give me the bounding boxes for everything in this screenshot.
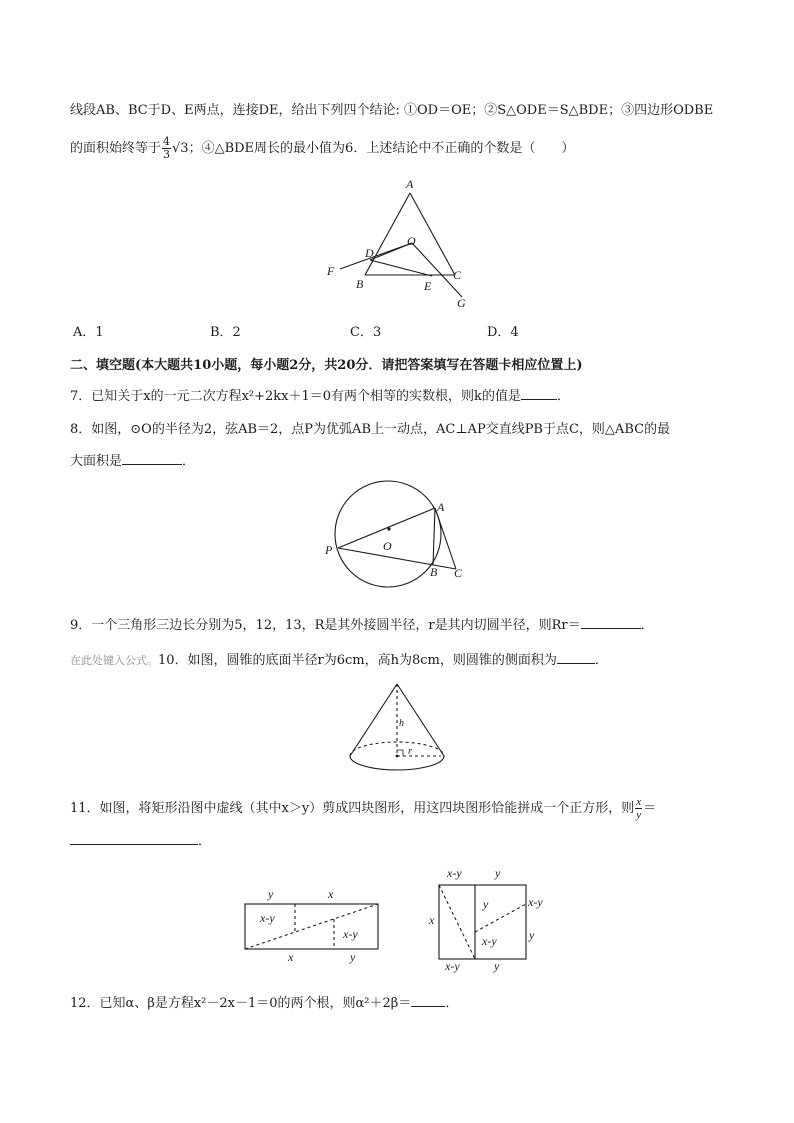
- q6-frac-num: 4: [163, 135, 171, 148]
- q6-line2-pre: 的面积始终等于: [70, 141, 162, 156]
- q11-equals: ＝: [643, 801, 657, 816]
- q11-fig1-top-y: y: [268, 887, 274, 901]
- q12-blank: [411, 994, 445, 1007]
- q11-line2: ．: [70, 832, 211, 852]
- q7-blank: [521, 387, 557, 400]
- q10-line: 在此处键入公式。10．如图，圆锥的底面半径r为6cm，高h为8cm，则圆锥的侧面积为 ．: [70, 653, 608, 668]
- q6-line2: [70, 136, 574, 161]
- q6-frac-den: 3: [163, 148, 171, 161]
- q10-formula-placeholder: 在此处键入公式。: [70, 654, 158, 667]
- q6-option-a: A．1: [73, 325, 104, 340]
- q11-square-figure: [425, 862, 555, 977]
- q8-label-p: P: [325, 543, 333, 557]
- q6-label-d: D: [365, 246, 374, 260]
- q12-line: 12．已知α、β是方程x²－2x－1＝0的两个根，则α²＋2β＝ ．: [70, 996, 459, 1011]
- q11-fig2-top-y: y: [495, 866, 501, 880]
- q12-text: 12．已知α、β是方程x²－2x－1＝0的两个根，则α²＋2β＝: [70, 996, 412, 1011]
- q8-line2-text: 大面积是: [70, 454, 123, 469]
- q9-blank: [581, 616, 641, 629]
- q11-fig1-bottom-y: y: [350, 950, 356, 964]
- q11-fig1-top-x: x: [328, 887, 334, 901]
- q11-blank: [70, 832, 198, 845]
- q8-label-o: O: [383, 539, 392, 553]
- q9-text: 9．一个三角形三边长分别为5，12，13，R是其外接圆半径，r是其内切圆半径，则Rr＝: [70, 618, 581, 633]
- q11-fig2-top-xy: x-y: [447, 866, 462, 880]
- q6-option-c: C．3: [350, 325, 382, 340]
- q6-label-b: B: [356, 277, 364, 291]
- q10-label-r: r: [408, 746, 412, 757]
- q8-line2: 大面积是 ．: [70, 454, 196, 469]
- q10-text: 10．如图，圆锥的底面半径r为6cm，高h为8cm，则圆锥的侧面积为: [158, 653, 557, 668]
- q6-fraction: [162, 136, 171, 161]
- q6-line2-post: ；④△BDE周长的最小值为6．上述结论中不正确的个数是（ ）: [188, 141, 575, 156]
- q6-line1: 线段AB、BC于D、E两点，连接DE，给出下列四个结论: ①OD＝OE；②S△ODE＝S△BDE；③四边形ODBE: [70, 103, 714, 118]
- q6-option-d: D．4: [487, 325, 519, 340]
- q10-blank: [557, 651, 595, 664]
- q6-label-o: O: [407, 234, 416, 248]
- q6-label-g: G: [457, 296, 466, 310]
- q11-fig1-right-xy: x-y: [343, 927, 358, 941]
- q11-fig1-left-xy: x-y: [260, 911, 275, 925]
- q6-label-e: E: [424, 279, 432, 293]
- q7-line: 7．已知关于x的一元二次方程x²+2kx＋1＝0有两个相等的实数根，则k的值是 ．: [70, 389, 570, 404]
- q7-text: 7．已知关于x的一元二次方程x²+2kx＋1＝0有两个相等的实数根，则k的值是: [70, 389, 521, 404]
- q6-option-b: B．2: [210, 325, 241, 340]
- q11-rectangle-figure: [240, 880, 390, 970]
- q11-frac-den: y: [636, 809, 642, 821]
- q11-fig2-mid-y: y: [483, 897, 489, 911]
- q8-line1: 8．如图，⊙O的半径为2，弦AB＝2，点P为优弧AB上一动点，AC⊥AP交直线PB于点C，则△ABC的最: [70, 422, 671, 437]
- q11-fig2-mid-xy: x-y: [482, 934, 497, 948]
- q11-line1: [70, 796, 656, 821]
- q6-label-a: A: [406, 177, 414, 191]
- q11-fig2-bottom-xy: x-y: [445, 959, 460, 973]
- q11-fig1-bottom-x: x: [288, 950, 294, 964]
- q11-text: 11．如图，将矩形沿图中虚线（其中x＞y）剪成四块图形，用这四块图形恰能拼成一个正方形，则: [70, 801, 635, 816]
- q6-label-f: F: [327, 264, 335, 278]
- q8-label-a: A: [437, 500, 445, 514]
- q6-label-c: C: [453, 268, 462, 282]
- q11-fig2-left-x: x: [429, 913, 435, 927]
- q11-fig2-right-xy: x-y: [528, 895, 543, 909]
- q9-line: 9．一个三角形三边长分别为5，12，13，R是其外接圆半径，r是其内切圆半径，则Rr＝ ．: [70, 618, 654, 633]
- q11-fraction: [635, 796, 642, 821]
- q11-frac-num: x: [636, 796, 642, 808]
- q8-circle-figure: [320, 490, 480, 590]
- q10-label-h: h: [399, 718, 404, 729]
- q8-label-c: C: [454, 566, 463, 580]
- q6-triangle-figure: [320, 175, 480, 315]
- q8-blank: [122, 452, 182, 465]
- q10-cone-figure: [345, 680, 455, 780]
- q6-root: √3: [172, 141, 189, 156]
- q11-fig2-bottom-y: y: [494, 959, 500, 973]
- q11-fig2-right-y: y: [529, 928, 535, 942]
- q8-label-b: B: [430, 565, 438, 579]
- section2-title: 二、填空题(本大题共10小题，每小题2分，共20分．请把答案填写在答题卡相应位置上): [70, 358, 583, 373]
